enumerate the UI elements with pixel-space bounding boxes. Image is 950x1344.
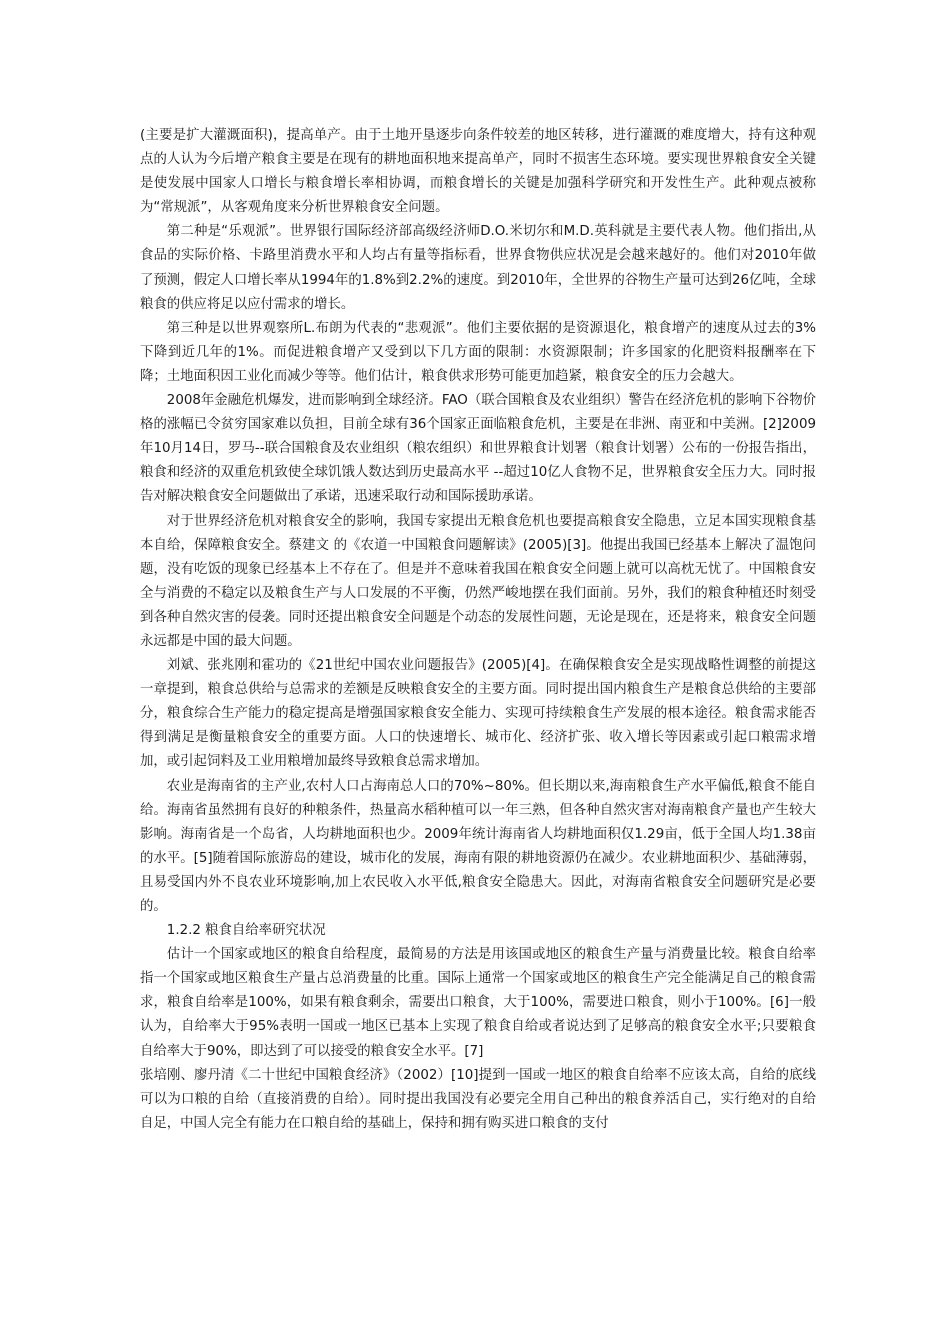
paragraph-financial-crisis: 2008年金融危机爆发，进而影响到全球经济。FAO（联合国粮食及农业组织）警告在经济危机的影响下谷物价格的涨幅已令贫穷国家难以负担，目前全球有36个国家正面临粮食危机，主要是在非洲、南亚和中美洲。[2]2009年10月14日，罗马--联合国粮食及农业组织（粮农组织）和世界粮食计划署（粮食计划署）公布的一份报告指出，粮食和经济的双重危机致使全球饥饿人数达到历史最高水平 --超过10亿人食物不足，世界粮食安全压力大。同时报告对解决粮食安全问题做出了承诺，迅速采取行动和国际援助承诺。 bbox=[140, 393, 816, 505]
paragraph-zhang-liao: 张培刚、廖丹清《二十世纪中国粮食经济》（2002）[10]提到一国或一地区的粮食自给率不应该太高，自给的底线可以为口粮的自给（直接消费的自给）。同时提出我国没有必要完全用自己种出的粮食养活自己，实行绝对的自给自足，中国人完全有能力在口粮自给的基础上，保持和拥有购买进口粮食的支付 bbox=[140, 1067, 816, 1131]
paragraph-optimistic-school: 第二种是“乐观派”。世界银行国际经济部高级经济师D.O.米切尔和M.D.英科就是主要代表人物。他们指出,从食品的实际价格、卡路里消费水平和人均占有量等指标看，世界食物供应状况是会越来越好的。他们对2010年做了预测，假定人口增长率从1994年的1.8%到2.2%的速度。到2010年，全世界的谷物生产量可达到26亿吨，全球粮食的供应将足以应付需求的增长。 bbox=[140, 224, 816, 312]
paragraph-agriculture-report: 刘斌、张兆刚和霍功的《21世纪中国农业问题报告》(2005)[4]。在确保粮食安全是实现战略性调整的前提这一章提到，粮食总供给与总需求的差额是反映粮食安全的主要方面。同时提出国内粮食生产是粮食总供给的主要部分，粮食综合生产能力的稳定提高是增强国家粮食安全能力、实现可持续粮食生产发展的根本途径。粮食需求能否得到满足是衡量粮食安全的重要方面。人口的快速增长、城市化、经济扩张、收入增长等因素或引起口粮需求增加，或引起饲料及工业用粮增加最终导致粮食总需求增加。 bbox=[140, 658, 816, 770]
paragraph-china-food-security: 对于世界经济危机对粮食安全的影响，我国专家提出无粮食危机也要提高粮食安全隐患，立足本国实现粮食基本自给，保障粮食安全。蔡建文 的《农道一中国粮食问题解读》(2005)[3]。他提出我国已经基本上解决了温饱问题，没有吃饭的现象已经基本上不存在了。但是并不意味着我国在粮食安全问题上就可以高枕无忧了。中国粮食安全与消费的不稳定以及粮食生产与人口发展的不平衡，仍然严峻地摆在我们面前。另外，我们的粮食种植还时刻受到各种自然灾害的侵袭。同时还提出粮食安全问题是个动态的发展性问题，无论是现在，还是将来，粮食安全问题永远都是中国的最大问题。 bbox=[140, 513, 816, 649]
paragraph-conventional-school: (主要是扩大灌溉面积)，提高单产。由于土地开垦逐步向条件较差的地区转移，进行灌溉的难度增大，持有这种观点的人认为今后增产粮食主要是在现有的耕地面积地来提高单产，同时不损害生态环境。要实现世界粮食安全关键是使发展中国家人口增长与粮食增长率相协调，而粮食增长的关键是加强科学研究和开发性生产。此种观点被称为“常规派”，从客观角度来分析世界粮食安全问题。 bbox=[140, 128, 816, 216]
section-heading: 1.2.2 粮食自给率研究状况 bbox=[166, 923, 326, 939]
document-page bbox=[140, 124, 816, 1136]
paragraph-hainan: 农业是海南省的主产业,农村人口占海南总人口的70%~80%。但长期以来,海南粮食生产水平偏低,粮食不能自给。海南省虽然拥有良好的种粮条件，热量高水稻种植可以一年三熟，但各种自然灾害对海南粮食产量也产生较大影响。海南省是一个岛省，人均耕地面积也少。2009年统计海南省人均耕地面积仅1.29亩，低于全国人均1.38亩的水平。[5]随着国际旅游岛的建设，城市化的发展，海南有限的耕地资源仍在减少。农业耕地面积少、基础薄弱，且易受国内外不良农业环境影响,加上农民收入水平低,粮食安全隐患大。因此，对海南省粮食安全问题研究是必要的。 bbox=[140, 778, 816, 914]
paragraph-self-sufficiency: 估计一个国家或地区的粮食自给程度，最简易的方法是用该国或地区的粮食生产量与消费量比较。粮食自给率指一个国家或地区粮食生产量占总消费量的比重。国际上通常一个国家或地区的粮食生产完全能满足自己的粮食需求，粮食自给率是100%，如果有粮食剩余，需要出口粮食，大于100%，需要进口粮食，则小于100%。[6]一般认为，自给率大于95%表明一国或一地区已基本上实现了粮食自给或者说达到了足够高的粮食安全水平;只要粮食自给率大于90%，即达到了可以接受的粮食安全水平。[7] bbox=[140, 947, 816, 1059]
paragraph-pessimistic-school: 第三种是以世界观察所L.布朗为代表的“悲观派”。他们主要依据的是资源退化，粮食增产的速度从过去的3%下降到近几年的1%。而促进粮食增产又受到以下几方面的限制：水资源限制；许多国家的化肥资料报酬率在下降；土地面积因工业化而减少等等。他们估计，粮食供求形势可能更加趋紧，粮食安全的压力会越大。 bbox=[140, 320, 816, 384]
